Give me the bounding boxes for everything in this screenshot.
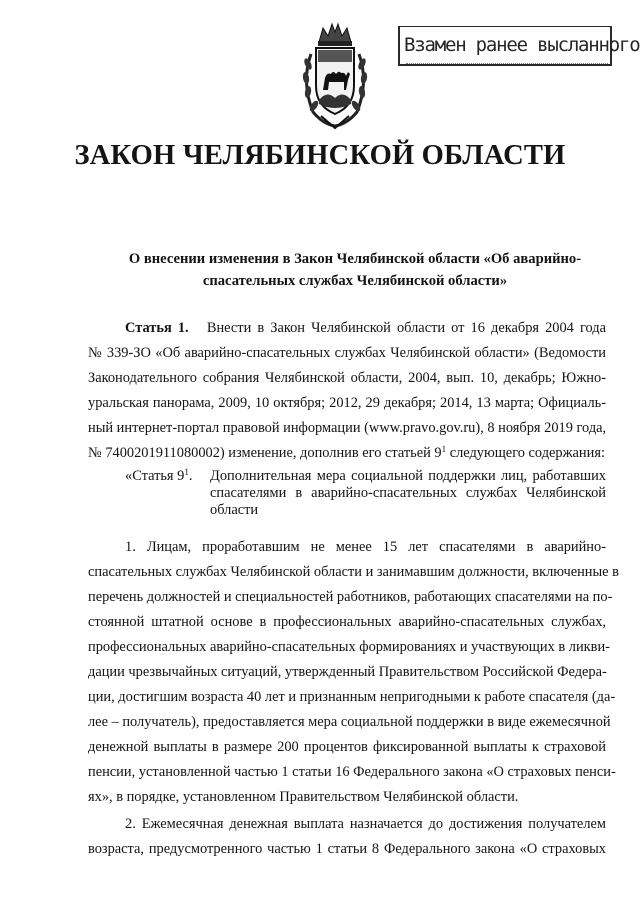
article-1-line-2: № 339-ЗО «Об аварийно-спасательных службах Челябинской области» (Ведомости <box>88 345 606 361</box>
law-subject-line-1: О внесении изменения в Закон Челябинской области «Об аварийно- <box>128 251 582 267</box>
paragraph-1-line: ях», в порядке, установленном Правительством Челябинской области. <box>88 789 519 805</box>
article-1-line-6-end: следующего содержания: <box>446 445 605 461</box>
article-1-line-4: уральская панорама, 2009, 10 октября; 2012, 29 декабря; 2014, 13 марта; Официаль- <box>88 395 606 411</box>
paragraph-2-line: возраста, предусмотренного частью 1 статьи 8 Федерального закона «О страховых <box>88 841 606 857</box>
article-1-label: Статья 1. <box>125 320 189 336</box>
article-1-line-3: Законодательного собрания Челябинской области, 2004, вып. 10, декабрь; Южно- <box>88 370 606 386</box>
replacement-stamp: Взамен ранее высланного <box>398 26 612 66</box>
paragraph-1-line: ции, достигшим возраста 40 лет и признанным непригодными к работе спасателя (да- <box>88 689 616 705</box>
paragraph-1-line: денежной выплаты в размере 200 процентов фиксированной выплаты к страховой <box>88 739 606 755</box>
article-9-1-label-text: «Статья 9 <box>125 468 185 484</box>
paragraph-1-line: спасательных службах Челябинской области и занимавшим должности, включенные в <box>88 564 619 580</box>
article-1-line-5: ный интернет-портал правовой информации (www.pravo.gov.ru), 8 ноября 2019 года, <box>88 420 607 436</box>
paragraph-1-line: перечень должностей и специальностей работников, работающих спасателями на по- <box>88 589 613 605</box>
article-1-text-start: Внести в Закон Челябинской области от 16 декабря 2004 года <box>206 320 606 336</box>
coat-of-arms-emblem <box>299 20 371 132</box>
paragraph-2-line: 2. Ежемесячная денежная выплата назначается до достижения получателем <box>125 816 606 832</box>
article-1-line-6 <box>88 442 606 464</box>
article-9-1-label <box>125 468 192 485</box>
article-1-line-1 <box>125 317 606 339</box>
article-9-1-heading-line-2: спасателями в аварийно-спасательных службах Челябинской <box>210 485 606 501</box>
article-9-1-heading-line-1: Дополнительная мера социальной поддержки лиц, работавших <box>210 468 606 484</box>
article-9-1-heading-line-3: области <box>210 502 259 518</box>
superscript: 1 <box>184 467 189 477</box>
paragraph-1-line: лее – получатель), предоставляется мера социальной поддержки в виде ежемесячной <box>88 714 611 730</box>
law-subject <box>125 248 585 292</box>
law-subject-line-2: спасательных службах Челябинской области» <box>202 273 508 289</box>
law-title: ЗАКОН ЧЕЛЯБИНСКОЙ ОБЛАСТИ <box>74 140 566 171</box>
paragraph-1-line: стоянной штатной основе в профессиональных аварийно-спасательных службах, <box>88 614 606 630</box>
article-1-line-6-text: № 7400201911080002) изменение, дополнив его статьей 9 <box>88 445 442 461</box>
superscript: 1 <box>441 444 447 454</box>
article-9-1-label-dot: . <box>188 468 193 484</box>
paragraph-1-line: профессиональных аварийно-спасательных формированиях и участвующих в ликви- <box>88 639 610 655</box>
paragraph-1-line: 1. Лицам, проработавшим не менее 15 лет спасателями в аварийно- <box>125 539 606 555</box>
paragraph-1-line: дации чрезвычайных ситуаций, утвержденный Правительством Российской Федера- <box>88 664 607 680</box>
paragraph-1-line: пенсии, установленной частью 1 статьи 16 Федерального закона «О страховых пенси- <box>88 764 616 780</box>
